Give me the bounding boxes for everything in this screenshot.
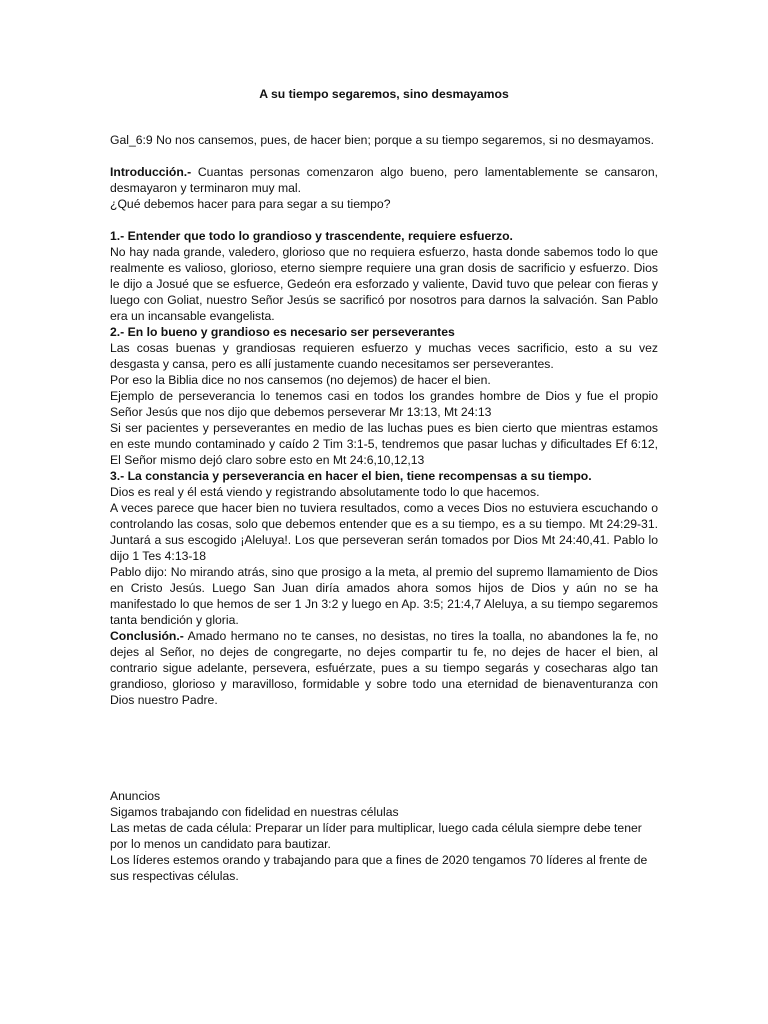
conclusion bbox=[110, 628, 658, 708]
conclusion-label: Conclusión.- bbox=[110, 629, 184, 643]
document-title: A su tiempo segaremos, sino desmayamos bbox=[259, 87, 509, 101]
point-2-text-3: Ejemplo de perseverancia lo tenemos casi en todos los grandes hombre de Dios y fue el propio Señor Jesús que nos dijo que debemos perseverar Mr 13:13, Mt 24:13 bbox=[110, 389, 658, 419]
point-3-text-1: Dios es real y él está viendo y registrando absolutamente todo lo que hacemos. bbox=[110, 485, 540, 499]
introduction bbox=[110, 164, 658, 196]
announcement-line-1: Sigamos trabajando con fidelidad en nuestras células bbox=[110, 805, 399, 819]
point-1-heading: 1.- Entender que todo lo grandioso y trascendente, requiere esfuerzo. bbox=[110, 229, 513, 243]
point-2-text-1: Las cosas buenas y grandiosas requieren esfuerzo y muchas veces sacrificio, esto a su vez desgasta y cansa, pero es allí justamente cuando necesitamos ser perseverantes. bbox=[110, 341, 658, 371]
announcement-line-3: Los líderes estemos orando y trabajando para que a fines de 2020 tengamos 70 líderes al frente de sus respectivas células. bbox=[110, 853, 648, 883]
point-1-text: No hay nada grande, valedero, glorioso que no requiera esfuerzo, hasta donde sabemos todo lo que realmente es valioso, glorioso, eterno siempre requiere una gran dosis de sacrificio y esfuerzo. Dios le dijo a Josué que se esfuerce, Gedeón era esforzado y valiente, David tuvo que pelear con fieras y luego con Goliat, nuestro Señor Jesús se sacrificó por nosotros para darnos la salvación. San Pablo era un incansable evangelista. bbox=[110, 245, 658, 323]
introduction-text: Cuantas personas comenzaron algo bueno, pero lamentablemente se cansaron, desmayaron y terminaron muy mal. bbox=[110, 165, 658, 195]
point-3-text-2: A veces parece que hacer bien no tuviera resultados, como a veces Dios no estuviera escuchando o controlando las cosas, solo que debemos entender que es a su tiempo, es a su tiempo. Mt 24:29-31. Juntará a sus escogido ¡Aleluya!. Los que perseveran serán tomados por Dios Mt 24:40,41. Pablo lo dijo 1 Tes 4:13-18 bbox=[110, 501, 658, 563]
spacer bbox=[110, 212, 658, 228]
point-2-heading: 2.- En lo bueno y grandioso es necesario ser perseverantes bbox=[110, 325, 455, 339]
bible-verse: Gal_6:9 No nos cansemos, pues, de hacer bien; porque a su tiempo segaremos, si no desmayamos. bbox=[110, 133, 654, 147]
announcement-line-2: Las metas de cada célula: Preparar un líder para multiplicar, luego cada célula siempre debe tener por lo menos un candidato para bautizar. bbox=[110, 821, 642, 851]
conclusion-text: Amado hermano no te canses, no desistas, no tires la toalla, no abandones la fe, no dejes al Señor, no dejes de congregarte, no dejes compartir tu fe, no dejes de hacer el bien, al contrario sigue adelante, persevera, esfuérzate, pues a su tiempo segarás y cosecharas algo tan grandioso, glorioso y maravilloso, formidable y sobre todo una eternidad de bienaventuranza con Dios nuestro Padre. bbox=[110, 629, 658, 707]
point-2-text-2: Por eso la Biblia dice no nos cansemos (no dejemos) de hacer el bien. bbox=[110, 373, 491, 387]
point-2-text-4: Si ser pacientes y perseverantes en medio de las luchas pues es bien cierto que mientras estamos en este mundo contaminado y caído 2 Tim 3:1-5, tendremos que pasar luchas y dificultades Ef 6:12, El Señor mismo dejó claro sobre esto en Mt 24:6,10,12,13 bbox=[110, 421, 658, 467]
sermon-document bbox=[110, 86, 658, 708]
announcements-section bbox=[110, 788, 658, 884]
spacer bbox=[110, 116, 658, 132]
spacer bbox=[110, 148, 658, 164]
point-3-heading: 3.- La constancia y perseverancia en hacer el bien, tiene recompensas a su tiempo. bbox=[110, 469, 592, 483]
point-3-text-3: Pablo dijo: No mirando atrás, sino que prosigo a la meta, al premio del supremo llamamiento de Dios en Cristo Jesús. Luego San Juan diría amados ahora somos hijos de Dios y aún no se ha manifestado lo que hemos de ser 1 Jn 3:2 y luego en Ap. 3:5; 21:4,7 Aleluya, a su tiempo segaremos tanta bendición y gloria. bbox=[110, 565, 658, 627]
question: ¿Qué debemos hacer para para segar a su tiempo? bbox=[110, 197, 391, 211]
introduction-label: Introducción.- bbox=[110, 165, 192, 179]
announcements-heading: Anuncios bbox=[110, 789, 161, 803]
